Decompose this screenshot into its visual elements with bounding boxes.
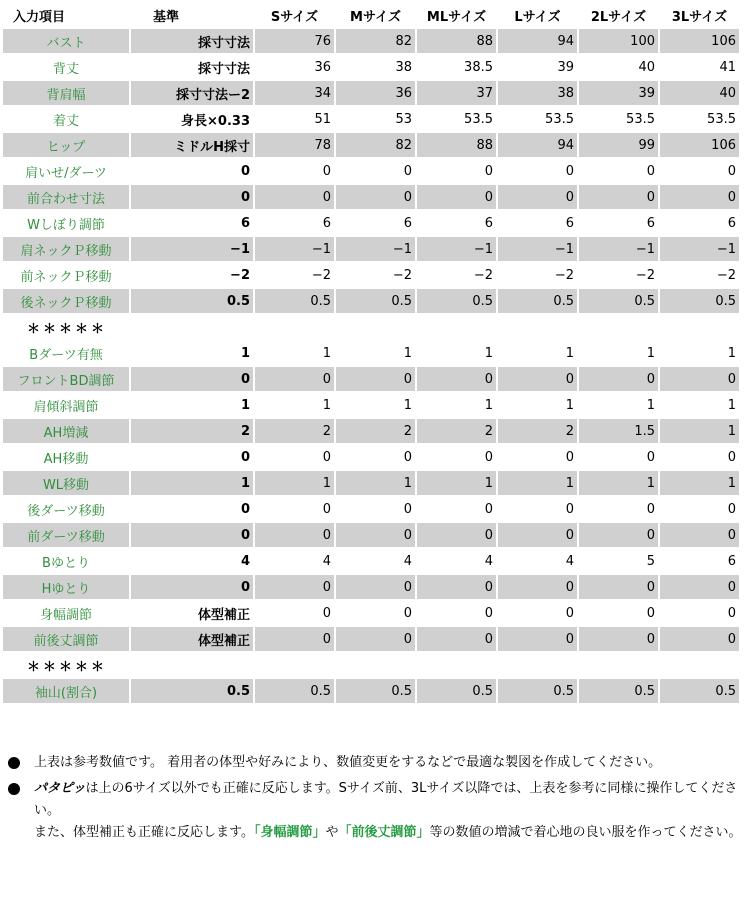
- size-value-cell: 0: [336, 185, 415, 209]
- size-value-cell: −2: [336, 263, 415, 287]
- note-correction-mid: や: [325, 825, 339, 840]
- row-item-label: 前ダーツ移動: [3, 523, 129, 547]
- separator-marks: ＊＊＊＊＊: [3, 653, 739, 677]
- row-item-label: 肩ネックＰ移動: [3, 237, 129, 261]
- row-base-value: 1: [131, 471, 253, 495]
- size-value-cell: 1: [579, 471, 658, 495]
- row-base-value: 0.5: [131, 679, 253, 703]
- size-value-cell: 0: [255, 497, 334, 521]
- size-value-cell: 0.5: [255, 679, 334, 703]
- size-value-cell: 0.5: [417, 289, 496, 313]
- row-item-label: 後ネックＰ移動: [3, 289, 129, 313]
- table-row: [3, 419, 739, 443]
- size-value-cell: 0: [498, 159, 577, 183]
- row-base-value: −1: [131, 237, 253, 261]
- table-row: [3, 445, 739, 469]
- table-row: [3, 679, 739, 703]
- size-value-cell: 36: [336, 81, 415, 105]
- size-value-cell: 0.5: [660, 679, 739, 703]
- size-value-cell: 0: [579, 523, 658, 547]
- table-row: [3, 627, 739, 651]
- size-value-cell: 0: [498, 445, 577, 469]
- row-base-value: 採寸寸法: [131, 29, 253, 53]
- header-item: 入力項目: [3, 3, 129, 27]
- row-item-label: 身幅調節: [3, 601, 129, 625]
- row-item-label: Bダーツ有無: [3, 341, 129, 365]
- size-value-cell: 94: [498, 29, 577, 53]
- row-base-value: ミドルH採寸: [131, 133, 253, 157]
- row-item-label: 着丈: [3, 107, 129, 131]
- size-value-cell: 0: [660, 185, 739, 209]
- size-value-cell: 36: [255, 55, 334, 79]
- row-item-label: 前ネックＰ移動: [3, 263, 129, 287]
- size-value-cell: 0: [255, 185, 334, 209]
- separator-row: [3, 653, 739, 677]
- size-value-cell: 0: [498, 627, 577, 651]
- size-value-cell: 0: [579, 575, 658, 599]
- table-row: [3, 107, 739, 131]
- row-base-value: 身長×0.33: [131, 107, 253, 131]
- size-value-cell: 1: [579, 341, 658, 365]
- size-value-cell: 51: [255, 107, 334, 131]
- size-value-cell: 99: [579, 133, 658, 157]
- table-row: [3, 237, 739, 261]
- size-value-cell: 37: [417, 81, 496, 105]
- size-value-cell: 0: [255, 575, 334, 599]
- highlight-body-width: 「身幅調節」: [253, 825, 326, 840]
- header-size-l: Lサイズ: [498, 3, 577, 27]
- header-size-s: Sサイズ: [255, 3, 334, 27]
- size-value-cell: 82: [336, 133, 415, 157]
- row-base-value: 0: [131, 575, 253, 599]
- size-value-cell: 0.5: [417, 679, 496, 703]
- table-row: [3, 549, 739, 573]
- size-value-cell: 0: [579, 627, 658, 651]
- size-value-cell: 1: [660, 393, 739, 417]
- bullet-icon: [8, 783, 20, 795]
- size-value-cell: 41: [660, 55, 739, 79]
- size-value-cell: 4: [417, 549, 496, 573]
- separator-marks: ＊＊＊＊＊: [3, 315, 739, 339]
- size-value-cell: 0: [579, 159, 658, 183]
- size-value-cell: 0: [579, 445, 658, 469]
- size-value-cell: 0: [579, 601, 658, 625]
- row-base-value: 6: [131, 211, 253, 235]
- size-value-cell: 0: [417, 185, 496, 209]
- size-value-cell: 0: [579, 367, 658, 391]
- size-value-cell: 1: [417, 471, 496, 495]
- row-item-label: バスト: [3, 29, 129, 53]
- size-value-cell: −2: [579, 263, 658, 287]
- size-value-cell: 78: [255, 133, 334, 157]
- header-row: [3, 3, 739, 27]
- size-value-cell: 0.5: [498, 679, 577, 703]
- row-base-value: 0.5: [131, 289, 253, 313]
- size-value-cell: 0: [660, 159, 739, 183]
- size-value-cell: 1: [255, 471, 334, 495]
- size-value-cell: 1: [255, 341, 334, 365]
- size-value-cell: 0.5: [660, 289, 739, 313]
- row-base-value: 0: [131, 159, 253, 183]
- size-value-cell: 0.5: [579, 679, 658, 703]
- size-value-cell: −1: [660, 237, 739, 261]
- size-value-cell: 0: [498, 497, 577, 521]
- table-row: [3, 497, 739, 521]
- table-row: [3, 81, 739, 105]
- size-value-cell: 0: [498, 601, 577, 625]
- size-value-cell: 1: [336, 471, 415, 495]
- size-value-cell: −1: [417, 237, 496, 261]
- size-value-cell: 38: [336, 55, 415, 79]
- size-value-cell: 0: [417, 523, 496, 547]
- size-value-cell: 0: [660, 575, 739, 599]
- size-value-cell: 0: [255, 445, 334, 469]
- size-value-cell: −1: [255, 237, 334, 261]
- size-value-cell: 6: [660, 549, 739, 573]
- table-row: [3, 263, 739, 287]
- table-row: [3, 471, 739, 495]
- size-value-cell: 6: [417, 211, 496, 235]
- row-base-value: 0: [131, 445, 253, 469]
- size-value-cell: 6: [255, 211, 334, 235]
- size-value-cell: −1: [498, 237, 577, 261]
- size-value-cell: 1.5: [579, 419, 658, 443]
- size-value-cell: 0.5: [336, 679, 415, 703]
- size-value-cell: 1: [660, 419, 739, 443]
- row-base-value: 0: [131, 367, 253, 391]
- row-item-label: Bゆとり: [3, 549, 129, 573]
- separator-row: [3, 315, 739, 339]
- size-value-cell: 0.5: [255, 289, 334, 313]
- size-value-cell: 0.5: [336, 289, 415, 313]
- size-value-cell: 0: [660, 523, 739, 547]
- table-row: [3, 55, 739, 79]
- size-value-cell: 0: [660, 445, 739, 469]
- size-value-cell: 0: [498, 523, 577, 547]
- size-value-cell: −2: [660, 263, 739, 287]
- row-item-label: 後ダーツ移動: [3, 497, 129, 521]
- notes: [8, 752, 743, 848]
- table-row: [3, 341, 739, 365]
- size-value-cell: 40: [660, 81, 739, 105]
- size-value-cell: 94: [498, 133, 577, 157]
- note-reference: [8, 752, 743, 774]
- size-value-cell: 4: [255, 549, 334, 573]
- header-base: 基準: [131, 3, 253, 27]
- table-row: [3, 523, 739, 547]
- table-row: [3, 393, 739, 417]
- row-base-value: 体型補正: [131, 601, 253, 625]
- size-value-cell: 1: [498, 341, 577, 365]
- size-value-cell: 82: [336, 29, 415, 53]
- size-value-cell: 2: [417, 419, 496, 443]
- row-item-label: ヒップ: [3, 133, 129, 157]
- size-value-cell: −2: [255, 263, 334, 287]
- row-item-label: 背肩幅: [3, 81, 129, 105]
- size-value-cell: 6: [336, 211, 415, 235]
- table-row: [3, 211, 739, 235]
- size-value-cell: −1: [336, 237, 415, 261]
- row-item-label: AH移動: [3, 445, 129, 469]
- row-base-value: 1: [131, 393, 253, 417]
- size-value-cell: 0: [498, 575, 577, 599]
- size-value-cell: 38.5: [417, 55, 496, 79]
- size-value-cell: 106: [660, 29, 739, 53]
- header-size-ml: MLサイズ: [417, 3, 496, 27]
- size-value-cell: 0: [255, 159, 334, 183]
- note-correction-pre: また、体型補正も正確に反応します。: [34, 825, 254, 840]
- size-value-cell: 53.5: [417, 107, 496, 131]
- size-value-cell: 0: [417, 601, 496, 625]
- row-item-label: 袖山(割合): [3, 679, 129, 703]
- table-row: [3, 289, 739, 313]
- size-value-cell: 0: [336, 159, 415, 183]
- size-value-cell: 0: [255, 627, 334, 651]
- row-base-value: 4: [131, 549, 253, 573]
- note-patapi-text: は上の6サイズ以外でも正確に反応します。Sサイズ前、3Lサイズ以降では、上表を参考に同様に操作してください。: [34, 781, 738, 818]
- size-value-cell: 76: [255, 29, 334, 53]
- size-value-cell: 0: [660, 497, 739, 521]
- header-size-m: Mサイズ: [336, 3, 415, 27]
- size-value-cell: 1: [498, 471, 577, 495]
- size-value-cell: 53.5: [579, 107, 658, 131]
- size-value-cell: 4: [498, 549, 577, 573]
- size-value-cell: 40: [579, 55, 658, 79]
- size-value-cell: 0: [336, 367, 415, 391]
- row-item-label: 背丈: [3, 55, 129, 79]
- size-value-cell: 100: [579, 29, 658, 53]
- size-value-cell: 0: [417, 497, 496, 521]
- size-value-cell: 53: [336, 107, 415, 131]
- size-value-cell: 4: [336, 549, 415, 573]
- row-item-label: Wしぼり調節: [3, 211, 129, 235]
- size-value-cell: 1: [255, 393, 334, 417]
- table-row: [3, 185, 739, 209]
- size-value-cell: 5: [579, 549, 658, 573]
- size-value-cell: 1: [579, 393, 658, 417]
- highlight-length-adjust: 「前後丈調節」: [338, 825, 430, 840]
- table-body: [3, 29, 739, 703]
- table-row: [3, 159, 739, 183]
- note-reference-text: 上表は参考数値です。 着用者の体型や好みにより、数値変更をするなどで最適な製図を作成してください。: [34, 755, 662, 770]
- size-value-cell: 6: [660, 211, 739, 235]
- size-value-cell: 0: [255, 367, 334, 391]
- size-value-cell: 0: [336, 523, 415, 547]
- size-value-cell: 0: [417, 445, 496, 469]
- table-row: [3, 575, 739, 599]
- size-value-cell: 0.5: [579, 289, 658, 313]
- header-size-2l: 2Lサイズ: [579, 3, 658, 27]
- size-value-cell: 53.5: [498, 107, 577, 131]
- size-value-cell: 1: [336, 341, 415, 365]
- size-value-cell: 0: [336, 497, 415, 521]
- size-value-cell: 0.5: [498, 289, 577, 313]
- size-value-cell: 38: [498, 81, 577, 105]
- size-value-cell: 0: [417, 627, 496, 651]
- row-base-value: −2: [131, 263, 253, 287]
- size-value-cell: 106: [660, 133, 739, 157]
- size-value-cell: 0: [660, 627, 739, 651]
- row-base-value: 採寸寸法: [131, 55, 253, 79]
- size-value-cell: 53.5: [660, 107, 739, 131]
- size-value-cell: 1: [498, 393, 577, 417]
- table-row: [3, 29, 739, 53]
- size-value-cell: 1: [660, 471, 739, 495]
- size-value-cell: 6: [498, 211, 577, 235]
- size-value-cell: 0: [660, 367, 739, 391]
- note-patapi: [8, 778, 743, 844]
- size-value-cell: 2: [336, 419, 415, 443]
- size-value-cell: 0: [417, 367, 496, 391]
- size-value-cell: 0: [660, 601, 739, 625]
- header-size-3l: 3Lサイズ: [660, 3, 739, 27]
- row-base-value: 採寸寸法ー2: [131, 81, 253, 105]
- size-value-cell: 1: [417, 341, 496, 365]
- size-value-cell: 1: [336, 393, 415, 417]
- size-value-cell: 2: [498, 419, 577, 443]
- row-item-label: フロントBD調節: [3, 367, 129, 391]
- row-base-value: 0: [131, 523, 253, 547]
- row-item-label: 肩傾斜調節: [3, 393, 129, 417]
- table-row: [3, 601, 739, 625]
- table-row: [3, 133, 739, 157]
- size-value-cell: 0: [336, 445, 415, 469]
- size-value-cell: −1: [579, 237, 658, 261]
- size-value-cell: 0: [498, 185, 577, 209]
- size-value-cell: 1: [417, 393, 496, 417]
- size-value-cell: 0: [417, 159, 496, 183]
- table-row: [3, 367, 739, 391]
- size-table: [1, 1, 741, 705]
- size-value-cell: 0: [498, 367, 577, 391]
- brand-name: パタピッ: [34, 781, 86, 796]
- size-value-cell: 88: [417, 133, 496, 157]
- size-value-cell: 0: [255, 601, 334, 625]
- size-value-cell: 0: [579, 497, 658, 521]
- row-base-value: 0: [131, 497, 253, 521]
- row-base-value: 0: [131, 185, 253, 209]
- row-item-label: 肩いせ/ダーツ: [3, 159, 129, 183]
- row-base-value: 2: [131, 419, 253, 443]
- row-item-label: 前合わせ寸法: [3, 185, 129, 209]
- size-value-cell: 1: [660, 341, 739, 365]
- row-item-label: WL移動: [3, 471, 129, 495]
- size-value-cell: 34: [255, 81, 334, 105]
- size-value-cell: 0: [336, 575, 415, 599]
- size-value-cell: −2: [417, 263, 496, 287]
- row-base-value: 体型補正: [131, 627, 253, 651]
- size-value-cell: 0: [336, 601, 415, 625]
- row-base-value: 1: [131, 341, 253, 365]
- bullet-icon: [8, 757, 20, 769]
- size-value-cell: 0: [336, 627, 415, 651]
- row-item-label: AH増減: [3, 419, 129, 443]
- size-value-cell: 0: [255, 523, 334, 547]
- size-value-cell: 39: [579, 81, 658, 105]
- note-correction-post: 等の数値の増減で着心地の良い服を作ってください。: [429, 825, 742, 840]
- size-value-cell: −2: [498, 263, 577, 287]
- row-item-label: 前後丈調節: [3, 627, 129, 651]
- size-value-cell: 0: [579, 185, 658, 209]
- size-value-cell: 39: [498, 55, 577, 79]
- row-item-label: Hゆとり: [3, 575, 129, 599]
- size-value-cell: 6: [579, 211, 658, 235]
- size-value-cell: 0: [417, 575, 496, 599]
- size-value-cell: 2: [255, 419, 334, 443]
- size-value-cell: 88: [417, 29, 496, 53]
